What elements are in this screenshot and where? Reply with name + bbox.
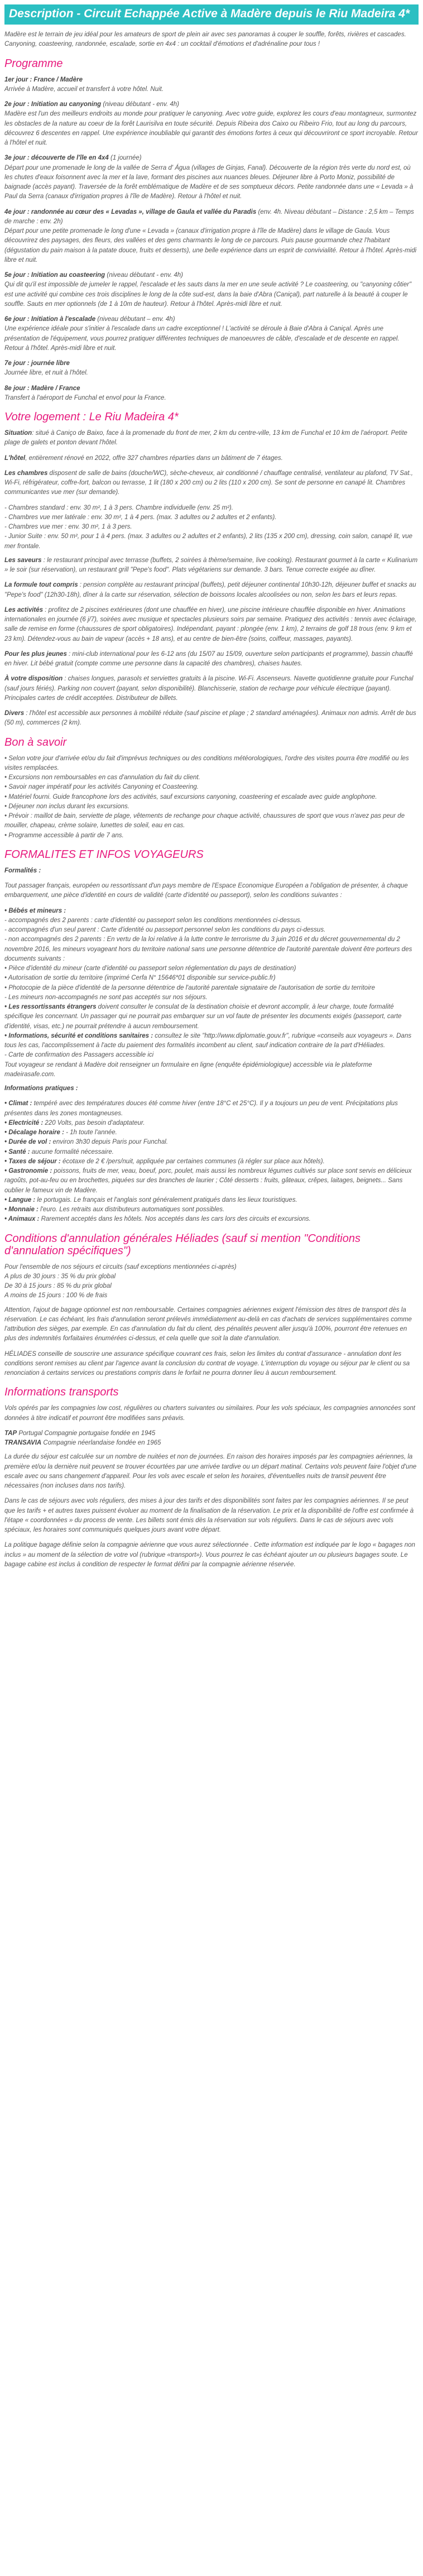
hotel-paragraph-text: : mini-club international pour les 6-12 ans (du 15/07 au 15/09, ouverture selon participants et programme), bassin chauffé en hiver. Lit bébé gratuit (compte comme une personne dans la capacité des chambres), chaises hautes. (4, 650, 413, 668)
hotel-paragraph (4, 522, 419, 532)
hotel-description (4, 429, 419, 728)
info-pratique-text: aucune formalité nécessaire. (30, 1148, 114, 1155)
programme-day (4, 271, 419, 309)
programme-day (4, 208, 419, 266)
hotel-paragraph-text: - Chambres vue mer latérale : env. 30 m², 1 à 4 pers. (max. 3 adultes ou 2 adultes et 2 enfants). (4, 514, 277, 521)
formalites-subheading: Formalités : (4, 867, 41, 874)
bon-a-savoir-list (4, 754, 419, 841)
hotel-paragraph-label: À votre disposition (4, 675, 63, 683)
info-pratique-label: • Animaux : (4, 1216, 40, 1223)
info-pratique-text: 220 Volts, pas besoin d'adaptateur. (43, 1119, 145, 1126)
hotel-paragraph (4, 532, 419, 551)
hotel-paragraph (4, 429, 419, 448)
info-pratique-text: Rarement acceptés dans les hôtels. Nos acceptés dans les cars lors des circuits et excursions. (39, 1216, 311, 1223)
annulation-line: A plus de 30 jours : 35 % du prix global (4, 1273, 116, 1280)
hotel-paragraph (4, 513, 419, 522)
info-pratique-item (4, 1138, 419, 1147)
formalites-list (4, 906, 419, 1080)
hotel-paragraph-text: , entièrement rénové en 2022, offre 327 chambres réparties dans un bâtiment de 7 étages. (25, 454, 283, 462)
programme-day (4, 75, 419, 95)
formalites-line-text: - Carte de confirmation des Passagers accessible ici (4, 1052, 154, 1059)
spacer (4, 551, 419, 556)
annulation-list (4, 1263, 419, 1301)
formalites-line-text: Tout voyageur se rendant à Madère doit renseigner un formulaire en ligne (enquête épidémiologique) accessible via le plateforme madeirasafe.com. (4, 1061, 372, 1078)
info-pratique-label: • Electricité : (4, 1119, 44, 1126)
formalites-line (4, 1032, 419, 1051)
bon-a-savoir-item: • Déjeuner non inclus durant les excursions. (4, 803, 129, 810)
info-pratique-text: environ 3h30 depuis Paris pour Funchal. (51, 1139, 168, 1146)
programme-day-body: Journée libre, et nuit à l'hôtel. (4, 370, 88, 377)
bon-a-savoir-item: • Savoir nager impératif pour les activités Canyoning et Coasteering. (4, 784, 199, 791)
programme-day-body: Qui dit qu'il est impossible de jumeler le rappel, l'escalade et les sauts dans la mer en une seule activité ? Le coasteering, ou "canyoning côtier" est une activité qui combine ces trois disciplines le long de la côte sud-est, dans la baie d'Abra (Caniçal), part naturelle à la beauté à couper le souffle. Sauts en mer optionnels (de 1 à 10m de hauteur). Retour à l'hôtel. Après-midi libre et nuit. (4, 281, 412, 308)
annulation-line: De 30 à 15 jours : 85 % du prix global (4, 1283, 112, 1290)
hotel-paragraph (4, 581, 419, 600)
programme-day-body: Madère est l'un des meilleurs endroits au monde pour pratiquer le canyoning. Avec votre guide, explorez les cours d'eau montagneux, surmontez les obstacles de la nature au coeur de la forêt Laurisilva en toute sécurité. Depuis Ribeira dos Caixo ou Ribeiro Frio, tout au long du parcours, découvrez 6 descentes en rappel. Une expérience inoubliable qui garantit des émotions fortes à ceux qui découvriront ce sport incroyable. Retour à l'hôtel et nuit. (4, 111, 418, 147)
bon-a-savoir-heading: Bon à savoir (4, 736, 67, 749)
info-pratique-label: • Décalage horaire : (4, 1129, 64, 1136)
transports-companies (4, 1429, 419, 1448)
hotel-paragraph-text: : chaises longues, parasols et serviettes gratuits à la piscine. Wi-Fi. Ascenseurs. Navette quotidienne gratuite pour Funchal (sauf jours fériés). Parking non couvert (payant, selon disponibilité). Blanchisserie, station de recharge pour véhicule électrique (payant). Principales cartes de crédit acceptées. Distributeur de billets. (4, 675, 414, 702)
hotel-paragraph (4, 606, 419, 644)
hotel-paragraph-label: L'hôtel (4, 454, 26, 462)
hotel-paragraph (4, 709, 419, 728)
formalites-line (4, 1061, 419, 1080)
formalites-line (4, 1050, 419, 1060)
info-pratiques-list (4, 1099, 419, 1224)
info-pratique-item (4, 1205, 419, 1215)
annulation-paragraph: HÉLIADES conseille de souscrire une assurance spécifique couvrant ces frais, selon les limites du contrat d'assurance - annulation dont les conditions seront remises au client par l'agence avant la conclusion du contrat de voyage. L'interruption du voyage ou séjour par le client ou sa renonciation à certains services ou prestations compris dans le forfait ne pourra donner lieu à aucun remboursement. (4, 1350, 410, 1377)
programme-day-level: (niveau débutant - env. 4h) (107, 272, 184, 279)
hotel-paragraph-text: - Junior Suite : env. 50 m², pour 1 à 4 pers. (max. 3 adultes ou 2 adultes et 2 enfants), 2 lits (135 x 200 cm), dressing, coin salon, canapé lit, vue mer frontale. (4, 533, 413, 550)
programme-day-heading: 6e jour : Initiation à l'escalade (4, 316, 96, 323)
formalites-line-text: • Pièce d'identité du mineur (carte d'identité ou passeport selon réglementation du pays de destination) (4, 965, 296, 972)
airline-description: Portugal Compagnie portugaise fondée en 1945 (17, 1429, 156, 1437)
formalites-line-label: • Les ressortissants étrangers (4, 1004, 97, 1011)
hotel-paragraph-label: Les chambres (4, 469, 48, 477)
programme-day-heading: 3e jour : découverte de l'île en 4x4 (4, 155, 109, 162)
formalites-line-text: • Autorisation de sortie du territoire (imprimé Cerfa N° 15646*01 disponible sur service-public.fr) (4, 975, 276, 982)
airline-item (4, 1438, 419, 1448)
formalites-line-label: • Bébés et mineurs : (4, 907, 66, 914)
info-pratique-item (4, 1099, 419, 1119)
programme-day (4, 384, 419, 404)
info-pratique-item (4, 1167, 419, 1196)
intro-text: Madère est le terrain de jeu idéal pour les amateurs de sport de plein air avec ses panoramas à couper le souffle, forêts, rivières et cascades. Canyoning, coasteering, randonnée, escalade, sortie en 4x4 : un cocktail d'émotions et d'adrénaline pour tous ! (4, 31, 406, 48)
programme-day (4, 153, 419, 202)
hotel-paragraph-label: Divers (4, 710, 25, 717)
formalites-line (4, 935, 419, 964)
programme-day-level: (env. 4h. Niveau débutant – Distance : 2,5 km – Temps de marche : env. 2h) (4, 208, 414, 225)
hotel-paragraph-text: : profitez de 2 piscines extérieures (dont une chauffée en hiver), une piscine intérieure chauffée disponible en hiver. Animations internationales en journée (6 j/7), soirées avec musique et spectacles plusieurs soirs par semaine. Pratiquez des activités : tennis avec éclairage, salle de remise en forme (chaussures de sport obligatoires). Indépendant, payant : plongée (env. 1 km), 2 terrains de golf 18 trous (env. 9 km et 23 km). Détendez-vous au bain de vapeur (accès + 18 ans), et au centre de bien-être (soins, coiffeur, massages, payants). (4, 606, 417, 642)
hotel-heading: Votre logement : Le Riu Madeira 4* (4, 411, 179, 424)
programme-day-body: Transfert à l'aéroport de Funchal et envol pour la France. (4, 394, 166, 401)
formalites-line (4, 993, 419, 1002)
programme-day-body: Départ pour une promenade le long de la vallée de Serra d' Água (villages de Ginjas, Fanal). Découverte de la région très verte du nord est, où les chutes d'eaux foisonnent avec la mer et la lave, formant des piscines aux nuances bleues. Déjeuner libre à Porto Moniz, possibilité de baignade (accès payant). Traversée de la forêt emblématique de Madère et de ses somptueux décors. Petite randonnée dans une « Levada » à Paul da Serra (canaux d'irrigation propres à l'île de Madère). Retour à l'hôtel et nuit. (4, 164, 414, 200)
hotel-paragraph-label: Situation (4, 430, 32, 437)
programme-day-level: (niveau débutant – env. 4h) (97, 316, 175, 323)
hotel-paragraph (4, 469, 419, 498)
info-pratique-label: • Taxes de séjour : (4, 1158, 61, 1165)
transports-paragraphs (4, 1452, 419, 1570)
programme-day-level: (1 journée) (110, 155, 142, 162)
info-pratique-item (4, 1148, 419, 1157)
hotel-paragraph (4, 650, 419, 669)
programme-day-heading: 2e jour : Initiation au canyoning (4, 101, 102, 108)
info-pratique-label: • Climat : (4, 1100, 32, 1107)
programme-day-body: Une expérience idéale pour s'initier à l'escalade dans un cadre exceptionnel ! L'activité se déroule à Baie d'Abra à Caniçal. Après une présentation de l'équipement, vous pourrez pratiquer différentes techniques de manoeuvres de câble, d'escalade et de descente en rappel. Retour à l'hôtel. Après-midi libre et nuit. (4, 325, 400, 352)
formalites-line (4, 964, 419, 973)
programme-day-heading: 8e jour : Madère / France (4, 385, 80, 392)
formalites-heading: FORMALITES ET INFOS VOYAGEURS (4, 848, 204, 861)
formalites-line-text: doivent consulter le consulat de la destination choisie et devront accomplir, à leur charge, toute formalité spécifique les concernant. Un passager qui ne pourrait pas embarquer sur un vol faute de présenter les documents exigés (passeport, carte d'identité, visas, etc.) ne pourrait prétendre à aucun remboursement. (4, 1004, 402, 1030)
hotel-paragraph (4, 503, 419, 513)
formalites-line-text: - non accompagnés des 2 parents : En vertu de la loi relative à la lutte contre le terrorisme du 3 juin 2016 et du décret gouvernemental du 2 novembre 2016, les mineurs voyageant hors du territoire national sans une personne détentrice de l'autorité parentale doivent être porteurs des documents suivants : (4, 936, 412, 962)
airline-description: Compagnie néerlandaise fondée en 1965 (41, 1440, 161, 1447)
formalites-line (4, 916, 419, 925)
info-pratique-item (4, 1157, 419, 1167)
info-pratique-item (4, 1196, 419, 1205)
info-pratique-item (4, 1128, 419, 1138)
hotel-paragraph (4, 674, 419, 703)
hotel-paragraph-text: : situé à Caniço de Baixo, face à la promenade du front de mer, 2 km du centre-ville, 13 km de Funchal et 10 km de l'aéroport. Petite plage de galets et ponton devant l'hôtel. (4, 430, 407, 447)
transports-paragraph: La politique bagage définie selon la compagnie aérienne que vous aurez sélectionnée . Cette information est indiquée par le logo « bagages non inclus » au moment de la sélection de votre vol (rubrique «transport»). Vous pourrez le cas échéant ajouter un ou plusieurs bagages soute. Le bagage cabine est inclus à condition de respecter le format défini par la compagnie aérienne réservée. (4, 1542, 415, 1568)
formalites-line-text: consultez le site "http://www.diplomatie.gouv.fr", rubrique «conseils aux voyageurs ». Dans tous les cas, l'accomplissement à l'acte du paiement des formalités incombent au client, sauf indication contraire de la part d'Héliades. (4, 1032, 412, 1049)
formalites-line-text: • Photocopie de la pièce d'identité de la personne détentrice de l'autorité parentale signataire de l'autorisation de sortie du territoire (4, 984, 375, 991)
formalites-line-text: - accompagnés des 2 parents : carte d'identité ou passeport selon les conditions mentionnées ci-dessus. (4, 917, 302, 924)
info-pratique-label: • Durée de vol : (4, 1139, 51, 1146)
formalites-line (4, 984, 419, 993)
airline-name: TAP (4, 1429, 17, 1437)
hotel-paragraph-text: - Chambres vue mer : env. 30 m², 1 à 3 pers. (4, 524, 132, 531)
transports-intro: Vols opérés par les compagnies low cost, régulières ou charters suivantes ou similaires. Pour les vols spéciaux, les compagnies annoncées sont données à titre indicatif et pourront être modifiées sans préavis. (4, 1405, 415, 1422)
bon-a-savoir-item: • Selon votre jour d'arrivée et/ou du fait d'imprévus techniques ou des conditions météorologiques, l'ordre des visites pourra être modifié ou les visites remplacées. (4, 755, 409, 771)
hotel-paragraph-text: : le restaurant principal avec terrasse (buffets, 2 soirées à thème/semaine, live cooking). Restaurant gourmet à la carte « Kulinarium » le soir (sur réservation), un restaurant grill "Pepe's food". Plats végétariens sur demande. 3 bars. Tenue correcte exigée au dîner. (4, 557, 418, 574)
annulation-paragraphs (4, 1306, 419, 1379)
programme-day-level: (niveau débutant - env. 4h) (103, 101, 179, 108)
annulation-line: A moins de 15 jours : 100 % de frais (4, 1292, 108, 1299)
programme-day (4, 100, 419, 148)
hotel-paragraph-text: : l'hôtel est accessible aux personnes à mobilité réduite (sauf piscine et plage ; 2 standard aménagées). Animaux non admis. Arrêt de bus (50 m), commerces (2 km). (4, 710, 416, 727)
hotel-paragraph-text: disposent de salle de bains (douche/WC), sèche-cheveux, air conditionné / chauffage centralisé, ventilateur au plafond, TV Sat., Wi-Fi, réfrigérateur, coffre-fort, balcon ou terrasse, 1 lit (180 x 200 cm) ou 2 lits (110 x 200 cm). Se sont de personne en canapé lit. Chambres communicantes vue mer (sur demande). (4, 469, 413, 496)
formalites-line (4, 906, 419, 916)
info-pratique-item (4, 1215, 419, 1224)
hotel-paragraph-label: Les activités (4, 606, 44, 613)
info-pratique-label: • Santé : (4, 1148, 30, 1155)
bon-a-savoir-item: • Programme accessible à partir de 7 ans. (4, 832, 124, 839)
programme-day-heading: 7e jour : journée libre (4, 360, 70, 367)
hotel-paragraph-text: : pension complète au restaurant principal (buffets), petit déjeuner continental 10h30-12h, déjeuner buffet et snacks au "Pepe's food" (12h30-18h), dîner à la carte sur réservation, sélection de boissons locales alcoolisées ou non, selon les bars et leurs repas. (4, 582, 416, 598)
info-pratique-text: l'euro. Les retraits aux distributeurs automatiques sont possibles. (38, 1206, 225, 1213)
programme-days (4, 75, 419, 404)
info-pratique-text: le portugais. Le français et l'anglais sont généralement pratiqués dans les lieux touristiques. (35, 1196, 297, 1203)
formalites-line-text: - Les mineurs non-accompagnés ne sont pas acceptés sur nos séjours. (4, 994, 208, 1001)
bon-a-savoir-item: • Prévoir : maillot de bain, serviette de plage, vêtements de rechange pour chaque activité, chaussures de sport que vous n'avez pas peur de mouiller, chapeau, crème solaire, lunettes de soleil, eau en cas. (4, 813, 405, 829)
programme-day-heading: 1er jour : France / Madère (4, 76, 83, 83)
hotel-paragraph (4, 454, 419, 463)
hotel-paragraph (4, 556, 419, 575)
annulation-line: Pour l'ensemble de nos séjours et circuits (sauf exceptions mentionnées ci-après) (4, 1263, 237, 1270)
programme-day-heading: 4e jour : randonnée au cœur des « Levadas », village de Gaula et vallée du Paradis (4, 208, 257, 215)
airline-item (4, 1429, 419, 1438)
airline-name: TRANSAVIA (4, 1440, 42, 1447)
bon-a-savoir-item: • Matériel fourni. Guide francophone lors des activités, sauf excursions canyoning, coasteering et escalade avec guide anglophone. (4, 793, 377, 800)
hotel-paragraph-text: - Chambres standard : env. 30 m², 1 à 3 pers. Chambre individuelle (env. 25 m²). (4, 504, 233, 511)
programme-day-body: Départ pour une petite promenade le long d'une « Levada » (canaux d'irrigation propre à l'île de Madère) dans le village de Gaula. Vous découvrirez des paysages, des fleurs, des vallées et des gens charmants le long de ce parcours. Puis pause gourmande chez l'habitant (dégustation du pain maison à la patate douce, fruits et desserts), une belle expérience dans un esprit de convivialité. Retour à l'hôtel. Après-midi libre et nuit. (4, 228, 417, 263)
hotel-paragraph-label: Pour les plus jeunes (4, 650, 67, 658)
annulation-paragraph: Attention, l'ajout de bagage optionnel est non remboursable. Certaines compagnies aériennes exigent l'émission des titres de transport dès la réservation. Le cas échéant, les frais d'annulation seront prélevés immédiatement au-delà en cas d'achats de services supplémentaires comme l'attribution des sièges, par exemple. En cas d'annulation du fait du client, des pénalités peuvent aller jusqu'à 100%, pourront être retenues en plus des indemnités forfaitaires énumérées ci-dessus, et cela quelle que soit la date d'annulation. (4, 1306, 412, 1342)
info-pratique-text: écotaxe de 2 € /pers/nuit, appliquée par certaines communes (à régler sur place aux hôtels). (60, 1158, 325, 1165)
hotel-paragraph-label: La formule tout compris (4, 582, 78, 589)
formalites-intro: Tout passager français, européen ou ressortissant d'un pays membre de l'Espace Economique Européen a l'obligation de présenter, à chaque embarquement, une pièce d'identité en cours de validité (carte d'identité ou passeport), selon les conditions suivantes : (4, 882, 408, 899)
annulation-heading: Conditions d'annulation générales Héliades (sauf si mention "Conditions d'annulation spécifiques") (4, 1232, 360, 1257)
info-pratique-label: • Monnaie : (4, 1206, 39, 1213)
programme-day (4, 315, 419, 353)
formalites-line (4, 1002, 419, 1032)
programme-heading: Programme (4, 57, 63, 70)
transports-paragraph: Dans le cas de séjours avec vols réguliers, des mises à jour des tarifs et des disponibilités sont faites par les compagnies aériennes. Il se peut que les tarifs + et autres taxes puissent évoluer au moment de la finalisation de la réservation. Le prix et la disponibilité de l'offre est confirmée à l'étape « coordonnées » du process de vente. Les billets sont émis dès la réservation sur vols réguliers. Dans le cas de séjours avec vols spéciaux, les horaires sont communiqués quelques jours avant votre départ. (4, 1498, 414, 1534)
programme-day (4, 359, 419, 378)
transports-heading: Informations transports (4, 1386, 119, 1399)
hotel-paragraph-label: Les saveurs (4, 557, 42, 564)
info-pratique-text: - 1h toute l'année. (64, 1129, 117, 1136)
formalites-line-label: • Informations, sécurité et conditions sanitaires : (4, 1032, 153, 1039)
formalites-line (4, 973, 419, 983)
info-pratique-label: • Gastronomie : (4, 1168, 52, 1175)
formalites-line-text: - accompagnés d'un seul parent : Carte d'identité ou passeport personnel selon les conditions du pays ci-dessus. (4, 927, 326, 934)
info-pratique-text: poissons, fruits de mer, veau, boeuf, porc, poulet, mais aussi les nombreux légumes cultivés sur place sont servis en délicieux ragoûts, pot-au-feu ou en brochettes, piquées sur des branches de laurier ; Côté desserts : fruits, gâteaux, crêpes, laitages, beignets... Sans oublier le fameux vin de Madère. (4, 1168, 412, 1194)
info-pratiques-heading: Informations pratiques : (4, 1085, 78, 1092)
info-pratique-label: • Langue : (4, 1196, 36, 1203)
bon-a-savoir-item: • Excursions non remboursables en cas d'annulation du fait du client. (4, 774, 200, 781)
programme-day-body: Arrivée à Madère, accueil et transfert à votre hôtel. Nuit. (4, 85, 164, 93)
transports-paragraph: La durée du séjour est calculée sur un nombre de nuitées et non de journées. En raison des horaires imposés par les compagnies aériennes, la première et/ou la dernière nuit peuvent se trouver écourtées par une arrivée tardive ou un départ matinal. Certains vols peuvent faire l'objet d'une escale avec ou sans changement d'appareil. Pour les vols avec escale et selon les horaires, d'éventuelles nuits de transit peuvent être nécessaires (non incluses dans nos tarifs). (4, 1454, 417, 1490)
formalites-line (4, 925, 419, 935)
info-pratique-text: tempéré avec des températures douces été comme hiver (entre 18°C et 25°C). Il y a toujours un peu de vent. Précipitations plus présentes dans les zones montagneuses. (4, 1100, 398, 1117)
programme-day-heading: 5e jour : Initiation au coasteering (4, 272, 105, 279)
page-title: Description - Circuit Echappée Active à Madère depuis le Riu Madeira 4* (4, 4, 419, 25)
info-pratique-item (4, 1119, 419, 1128)
